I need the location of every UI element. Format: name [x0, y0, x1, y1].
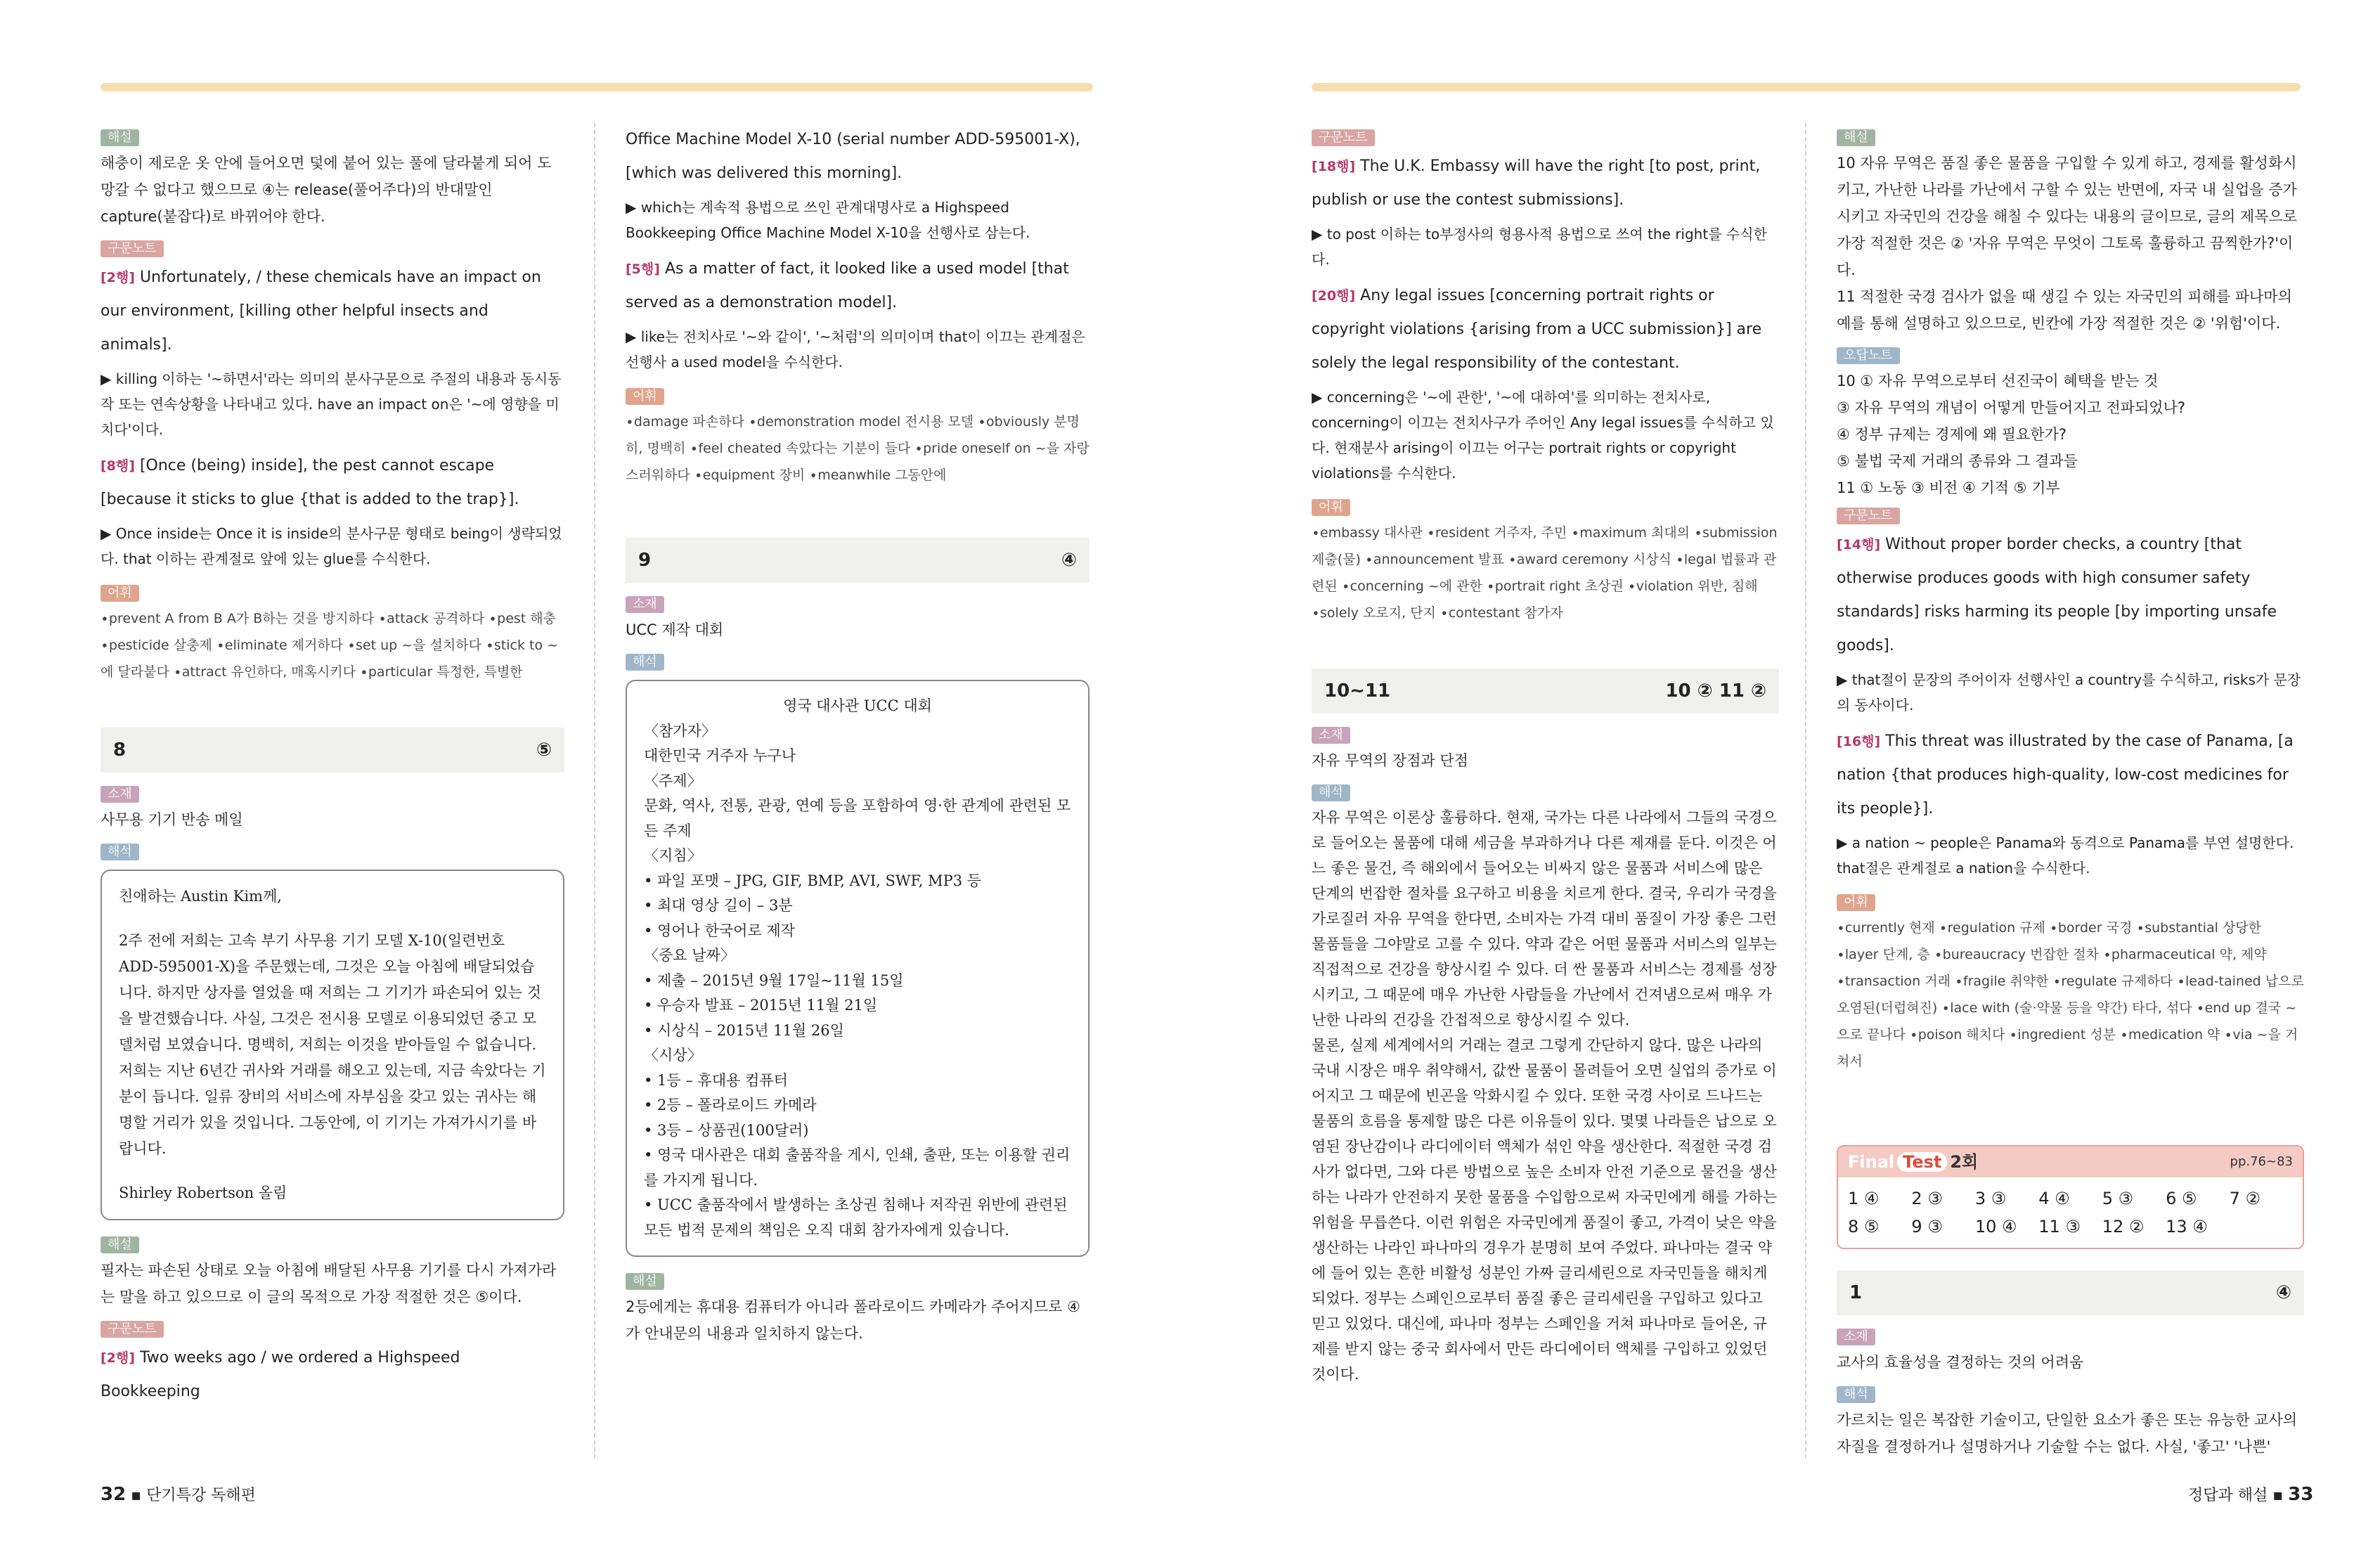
vocabulary-list: ∙embassy 대사관 ∙resident 거주자, 주민 ∙maximum 최대의 ∙submission 제출(물) ∙announcement 발표 ∙award ceremony 시상식 ∙legal 법률과 관련된 ∙concerning ~에 관한 ∙portrait right 초상권 ∙violation 위반, 침해 ∙solely 오로지, 단지 ∙contestant 참가자 — [1312, 525, 1778, 621]
question-number: 10~11 — [1324, 680, 1391, 702]
notice-line: • UCC 출품작에서 발생하는 초상권 침해나 저작권 위반에 관련된 모든 법적 문제의 책임은 오직 대회 참가자에게 있습니다. — [644, 1196, 1068, 1239]
vocabulary-list: ∙damage 파손하다 ∙demonstration model 전시용 모델 ∙obviously 분명히, 명백히 ∙feel cheated 속았다는 기분이 들다 ∙pride oneself on ~을 자랑스러워하다 ∙equipment 장비 ∙meanwhile 그동안에 — [626, 414, 1089, 483]
answer-item: 12 ② — [2102, 1217, 2145, 1236]
right-column-1 — [1312, 123, 1779, 1387]
notice-line: • 영어나 한국어로 제작 — [644, 922, 795, 939]
notice-heading: 〈주제〉 — [644, 772, 702, 789]
syntax-sentence — [101, 449, 564, 517]
line-ref: [8행] — [101, 458, 135, 474]
answer-item: 3 ③ — [1974, 1189, 2007, 1208]
english-sentence: Without proper border checks, a country [that otherwise produces goods with high consumer safety standards] risks harming its people [by importing unsafe goods]. — [1837, 536, 2277, 654]
answer-item: 2 ③ — [1911, 1189, 1943, 1208]
vocabulary-list: ∙currently 현재 ∙regulation 규제 ∙border 국경 ∙substantial 상당한 ∙layer 단계, 층 ∙bureaucracy 번잡한 절차 ∙pharmaceutical 약, 제약 ∙transaction 거래 ∙fragile 취약한 ∙regulate 규제하다 ∙lead-tained 납으로 오염된(더럽혀진) ∙lace with (술·약물 등을 약간) 타다, 섞다 ∙end up 결국 ~으로 끝나다 ∙poison 해치다 ∙ingredient 성분 ∙medication 약 ∙via ~을 거쳐서 — [1837, 920, 2304, 1069]
line-ref: [20행] — [1312, 288, 1356, 304]
translation-paragraph: 자유 무역은 이론상 훌륭하다. 현재, 국가는 다른 나라에서 그들의 국경으로 들어오는 물품에 대해 세금을 부과하거나 다른 제재를 둔다. 이것은 어느 좋은 물건, 즉 해외에서 들어오는 비싸지 않은 물품과 서비스에 많은 단계의 번잡한 절차를 요구하고 비용을 치르게 한다. 결국, 우리가 국경을 가로질러 자유 무역을 한다면, 소비자는 가격 대비 품질이 가장 좋은 그런 물품들을 그야말로 고를 수 있다. 약과 같은 어떤 물품과 서비스의 일부는 직접적으로 건강을 향상시킬 수 있다. 더 싼 물품과 서비스는 경제를 성장시키고, 그 때문에 매우 가난한 사람들을 가난에서 건져냄으로써 매우 가난한 나라의 건강을 간접적으로 향상시킬 수 있다. — [1312, 809, 1777, 1028]
section-tag: 해석 — [626, 654, 664, 671]
explanation-text: 2등에게는 휴대용 컴퓨터가 아니라 폴라로이드 카메라가 주어지므로 ④가 안내문의 내용과 일치하지 않는다. — [626, 1298, 1080, 1342]
line-ref: [16행] — [1837, 734, 1881, 749]
line-ref: [14행] — [1837, 537, 1881, 553]
answer-item: 13 ④ — [2166, 1217, 2208, 1236]
english-sentence: Unfortunately, / these chemicals have an impact on our environment, [killing other helpful insects and animals]. — [101, 269, 541, 354]
question-number: 8 — [113, 740, 127, 761]
topic-text: 사무용 기기 반송 메일 — [101, 811, 243, 828]
notice-line: • 3등 – 상품권(100달러) — [644, 1121, 809, 1139]
syntax-sentence — [626, 252, 1089, 320]
translation-box — [101, 870, 564, 1220]
syntax-note: ▶ a nation ~ people은 Panama와 동격으로 Panama를 부연 설명한다. that절은 관계절로 a nation을 수식한다. — [1837, 834, 2294, 877]
question-header — [1837, 1270, 2304, 1315]
notice-line: 문화, 역사, 전통, 관광, 연예 등을 포함하여 영·한 관계에 관련된 모든 주제 — [644, 797, 1071, 839]
answer-item: 6 ⑤ — [2166, 1189, 2197, 1208]
question-answer: ④ — [2275, 1282, 2291, 1303]
section-tag: 어휘 — [626, 388, 664, 405]
english-sentence: Any legal issues [concerning portrait rights or copyright violations {arising from a UCC submission}] are solely the legal responsibility of the contestant. — [1312, 287, 1762, 372]
question-header — [1312, 669, 1779, 713]
question-answer: ④ — [1061, 550, 1077, 571]
right-page — [1190, 0, 2380, 1550]
section-tag: 해석 — [101, 844, 139, 860]
section-tag: 구문노트 — [1837, 508, 1900, 524]
wrong-answer-note: ④ 정부 규제는 경제에 왜 필요한가? — [1837, 426, 2067, 443]
english-sentence: [Once (being) inside], the pest cannot escape [because it sticks to glue {that is added to the trap}]. — [101, 457, 519, 508]
topic-text: UCC 제작 대회 — [626, 621, 724, 638]
answer-item: 8 ⑤ — [1848, 1217, 1880, 1236]
syntax-sentence — [101, 1341, 564, 1409]
section-tag: 오답노트 — [1837, 347, 1900, 364]
section-tag: 해석 — [1837, 1386, 1875, 1403]
wrong-answer-note: 11 ① 노동 ③ 비전 ④ 기적 ⑤ 기부 — [1837, 479, 2060, 496]
syntax-sentence — [101, 261, 564, 362]
english-sentence: Office Machine Model X-10 (serial number ADD-595001-X), [which was delivered this morning]. — [626, 131, 1080, 182]
notice-line: • 2등 – 폴라로이드 카메라 — [644, 1097, 817, 1113]
section-tag: 해설 — [626, 1273, 664, 1290]
book-section: 정답과 해설 — [2188, 1487, 2268, 1504]
explanation-text: 해충이 제로운 옷 안에 들어오면 덫에 붙어 있는 풀에 달라붙게 되어 도망갈 수 없다고 했으므로 ④는 release(풀어주다)의 반대말인 capture(붙잡다)로 바뀌어야 한다. — [101, 155, 552, 225]
page-footer: 32 ▪ 단기특강 독해편 — [101, 1484, 256, 1505]
column-divider — [594, 123, 595, 1459]
section-tag: 구문노트 — [101, 1321, 164, 1338]
translation-box — [626, 680, 1089, 1257]
english-sentence: As a matter of fact, it looked like a used model [that served as a demonstration model]. — [626, 260, 1069, 311]
section-tag: 어휘 — [1312, 499, 1350, 516]
answer-item: 10 ④ — [1974, 1217, 2017, 1236]
final-test-title: Final Test 2회 — [1848, 1152, 1979, 1172]
answer-item: 5 ③ — [2102, 1189, 2134, 1208]
notice-line: • 최대 영상 길이 – 3분 — [644, 897, 793, 914]
syntax-note: ▶ concerning은 '~에 관한', '~에 대하여'를 의미하는 전치사로, concerning이 이끄는 전치사구가 주어인 Any legal issues를 수식하고 있다. 현재분사 arising이 이끄는 어구는 portrait rights or copyright violations를 수식한다. — [1312, 389, 1774, 482]
section-tag: 해설 — [101, 129, 139, 146]
english-sentence: The U.K. Embassy will have the right [to post, print, publish or use the contest submissions]. — [1312, 157, 1761, 209]
final-test-answer-box — [1837, 1145, 2304, 1249]
left-column-1 — [101, 123, 564, 1413]
wrong-answer-note: ⑤ 불법 국제 거래의 종류와 그 결과들 — [1837, 453, 2078, 470]
translation-paragraph: 가르치는 일은 복잡한 기술이고, 단일한 요소가 좋은 또는 유능한 교사의 자질을 결정하거나 설명하거나 기술할 수는 없다. 사실, '좋고' '나쁜' — [1837, 1412, 2298, 1455]
syntax-note: ▶ Once inside는 Once it is inside의 분사구문 형태로 being이 생략되었다. that 이하는 관계절로 앞에 있는 glue를 수식한다. — [101, 525, 562, 567]
answer-grid — [1838, 1177, 2303, 1248]
topic-text: 교사의 효율성을 결정하는 것의 어려움 — [1837, 1354, 2084, 1371]
answer-item: 11 ③ — [2038, 1217, 2081, 1236]
question-header — [101, 728, 564, 773]
notice-title: 영국 대사관 UCC 대회 — [783, 697, 932, 714]
left-column-2 — [626, 123, 1089, 1351]
notice-line: • 제출 – 2015년 9월 17일~11월 15일 — [644, 971, 904, 989]
syntax-note: ▶ like는 전치사로 '~와 같이', '~처럼'의 의미이며 that이 이끄는 관계절은 선행사 a used model을 수식한다. — [626, 328, 1085, 370]
page-number: 33 — [2288, 1484, 2314, 1505]
section-tag: 해설 — [101, 1236, 139, 1253]
syntax-sentence — [1837, 725, 2304, 826]
notice-heading: 〈참가자〉 — [644, 722, 716, 740]
notice-line: • 영국 대사관은 대회 출품작을 게시, 인쇄, 출판, 또는 이용할 권리를 가지게 됩니다. — [644, 1147, 1071, 1189]
line-ref: [2행] — [101, 1350, 135, 1366]
explanation-text: 11 적절한 국경 검사가 없을 때 생길 수 있는 자국민의 피해를 파나마의 예를 통해 설명하고 있으므로, 빈칸에 가장 적절한 것은 ② '위험'이다. — [1837, 288, 2292, 332]
syntax-sentence — [1312, 150, 1779, 217]
explanation-text: 10 자유 무역은 품질 좋은 물품을 구입할 수 있게 하고, 경제를 활성화시키고, 가난한 나라를 가난에서 구할 수 있는 반면에, 자국 내 실업을 증가시키고 자국민의 건강을 해칠 수 있다는 내용의 글이므로, 글의 제목으로 가장 적절한 것은 ② '자유 무역은 무엇이 그토록 훌륭하고 끔찍한가?'이다. — [1837, 155, 2298, 278]
english-sentence: Two weeks ago / we ordered a Highspeed Bookkeeping — [101, 1349, 460, 1400]
question-number: 1 — [1849, 1282, 1863, 1303]
wrong-answer-note: 10 ① 자유 무역으로부터 선진국이 혜택을 받는 것 — [1837, 373, 2159, 389]
section-tag: 소재 — [1312, 727, 1350, 744]
translation-paragraph: 물론, 실제 세계에서의 거래는 결코 그렇게 간단하지 않다. 많은 나라의 국내 시장은 매우 취약해서, 값싼 물품이 몰려들어 오면 실업의 증가로 이어지고 그 때문에 빈곤을 악화시킬 수 있다. 또한 국경 사이로 드나드는 물품의 흐름을 통제할 많은 다른 이유들이 있다. 몇몇 나라들은 납으로 오염된 장난감이나 라디에이터 액체가 섞인 약을 생산한다. 적절한 국경 검사가 없다면, 그와 다른 방법으로 높은 소비자 안전 기준으로 물건을 생산하는 나라가 안전하지 못한 물품을 수입함으로써 자국민에게 해를 가하는 위험을 무릅쓴다. 이런 위험은 자국민에게 품질이 좋고, 가격이 낮은 약을 생산하는 나라인 파나마의 경우가 분명히 보여 주었다. 파나마는 결국 약에 들어 있는 흔한 비활성 성분인 가짜 글리세린으로 자국민들을 해치게 되었다. 정부는 스페인으로부터 품질 좋은 글리세린을 구입하고 있다고 믿고 있었다. 대신에, 파나마 정부는 스페인을 거쳐 파나마로 들어온, 규제를 받지 않는 중국 회사에서 만든 라디에이터 액체를 구입하고 있었던 것이다. — [1312, 1037, 1777, 1383]
syntax-note: ▶ which는 계속적 용법으로 쓰인 관계대명사로 a Highspeed Bookkeeping Office Machine Model X-10을 선행사로 삼는다. — [626, 199, 1030, 241]
section-tag: 소재 — [626, 596, 664, 613]
top-accent-bar — [101, 83, 1093, 91]
page-number: 32 — [101, 1484, 127, 1505]
final-test-header — [1838, 1147, 2303, 1177]
answer-item: 4 ④ — [2038, 1189, 2070, 1208]
page-range: pp.76~83 — [2230, 1154, 2293, 1169]
notice-line: • 1등 – 휴대용 컴퓨터 — [644, 1071, 788, 1089]
letter-greeting: 친애하는 Austin Kim께, — [119, 888, 282, 905]
explanation-text: 필자는 파손된 상태로 오늘 아침에 배달된 사무용 기기를 다시 가져가라는 말을 하고 있으므로 이 글의 목적으로 가장 적절한 것은 ⑤이다. — [101, 1262, 557, 1305]
wrong-answer-note: ③ 자유 무역의 개념이 어떻게 만들어지고 전파되었나? — [1837, 399, 2186, 416]
section-tag: 구문노트 — [1312, 129, 1375, 146]
column-divider — [1805, 123, 1806, 1459]
notice-line: 대한민국 거주자 누구나 — [644, 747, 796, 764]
notice-heading: 〈중요 날짜〉 — [644, 947, 735, 964]
notice-heading: 〈지침〉 — [644, 847, 702, 864]
section-tag: 소재 — [101, 786, 139, 803]
line-ref: [2행] — [101, 270, 135, 285]
syntax-sentence — [1312, 279, 1779, 380]
topic-text: 자유 무역의 장점과 단점 — [1312, 752, 1468, 769]
notice-line: • 파일 포맷 – JPG, GIF, BMP, AVI, SWF, MP3 등 — [644, 872, 982, 889]
english-sentence: This threat was illustrated by the case of Panama, [a nation {that produces high-quality, low-cost medicines for its people}]. — [1837, 732, 2294, 818]
question-header — [626, 538, 1089, 583]
section-tag: 소재 — [1837, 1329, 1875, 1345]
syntax-note: ▶ that절이 문장의 주어이자 선행사인 a country를 수식하고, risks가 문장의 동사이다. — [1837, 671, 2301, 713]
notice-heading: 〈시상〉 — [644, 1047, 702, 1064]
section-tag: 어휘 — [1837, 894, 1875, 911]
letter-body: 2주 전에 저희는 고속 부기 사무용 기기 모델 X-10(일련번호 ADD-595001-X)을 주문했는데, 그것은 오늘 아침에 배달되었습니다. 하지만 상자를 열었을 때 저희는 그 기기가 파손되어 있는 것을 발견했습니다. 사실, 그것은 전시용 모델로 이용되었던 중고 모델처럼 보였습니다. 명백히, 저희는 이것을 받아들일 수 없습니다. 저희는 지난 6년간 귀사와 거래를 해오고 있는데, 지금 속았다는 기분이 듭니다. 일류 장비의 서비스에 자부심을 갖고 있는 귀사는 해명할 거리가 있을 것입니다. 그동안에, 이 기기는 가져가시기를 바랍니다. — [119, 932, 546, 1157]
notice-line: • 우승자 발표 – 2015년 11월 21일 — [644, 997, 878, 1014]
question-number: 9 — [638, 550, 652, 571]
top-accent-bar — [1312, 83, 2301, 91]
syntax-note: ▶ to post 이하는 to부정사의 형용사적 용법으로 쓰여 the right를 수식한다. — [1312, 226, 1767, 268]
section-tag: 해설 — [1837, 129, 1875, 146]
notice-line: • 시상식 – 2015년 11월 26일 — [644, 1021, 844, 1039]
vocabulary-list: ∙prevent A from B A가 B하는 것을 방지하다 ∙attack 공격하다 ∙pest 해충 ∙pesticide 살충제 ∙eliminate 제거하다 ∙set up ~을 설치하다 ∙stick to ~에 달라붙다 ∙attract 유인하다, 매혹시키다 ∙particular 특정한, 특별한 — [101, 611, 559, 680]
page-footer: 정답과 해설 ▪ 33 — [2188, 1484, 2314, 1505]
syntax-sentence — [1837, 528, 2304, 663]
question-answer: 10 ② 11 ② — [1665, 680, 1766, 702]
syntax-note: ▶ killing 이하는 '~하면서'라는 의미의 분사구문으로 주절의 내용과 동시동작 또는 연속상황을 나타내고 있다. have an impact on은 '~에 영향을 미치다'이다. — [101, 370, 562, 438]
letter-signature: Shirley Robertson 올림 — [119, 1184, 287, 1201]
book-title: 단기특강 독해편 — [146, 1487, 256, 1504]
line-ref: [5행] — [626, 261, 660, 277]
question-answer: ⑤ — [536, 740, 552, 761]
right-column-2 — [1837, 123, 2304, 1464]
answer-item: 7 ② — [2229, 1189, 2261, 1208]
answer-item: 9 ③ — [1911, 1217, 1943, 1236]
answer-item: 1 ④ — [1848, 1189, 1880, 1208]
section-tag: 어휘 — [101, 585, 139, 602]
line-ref: [18행] — [1312, 159, 1356, 174]
section-tag: 구문노트 — [101, 240, 164, 257]
section-tag: 해석 — [1312, 784, 1350, 801]
